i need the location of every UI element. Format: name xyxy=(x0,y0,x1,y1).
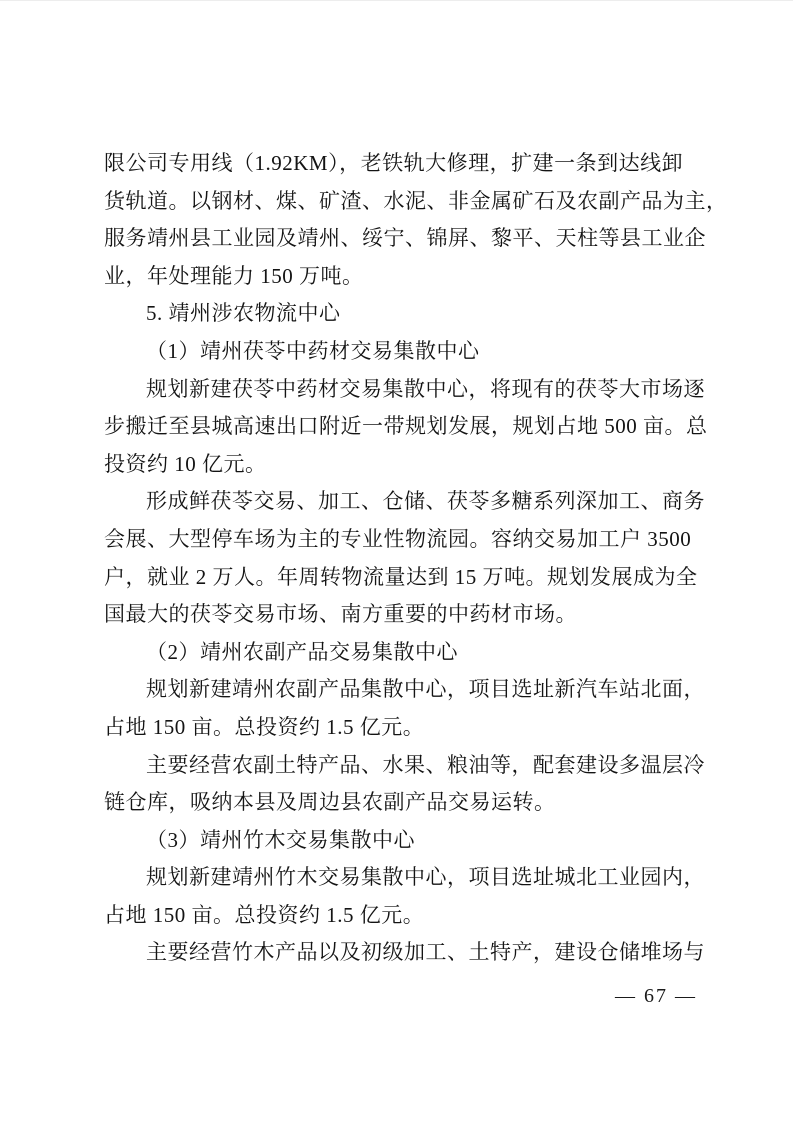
paragraph-subheading xyxy=(104,822,704,860)
text-line: 限公司专用线（1.92KM），老铁轨大修理，扩建一条到达线卸 xyxy=(104,151,684,175)
text-line: 会展、大型停车场为主的专业性物流园。容纳交易加工户 3500 xyxy=(104,526,692,551)
text-line: 规划新建茯苓中药材交易集散中心，将现有的茯苓大市场逐 xyxy=(146,376,705,401)
text-line: 形成鲜茯苓交易、加工、仓储、茯苓多糖系列深加工、商务 xyxy=(146,489,705,514)
paragraph-body xyxy=(104,859,704,934)
paragraph-body xyxy=(104,371,708,484)
text-line: 服务靖州县工业园及靖州、绥宁、锦屏、黎平、天柱等县工业企 xyxy=(104,226,706,251)
text-line: 投资约 10 亿元。 xyxy=(104,451,267,476)
text-line: 国最大的茯苓交易市场、南方重要的中药材市场。 xyxy=(104,602,577,627)
paragraph-body xyxy=(104,671,704,746)
text-line: 主要经营农副土特产品、水果、粮油等，配套建设多温层冷 xyxy=(146,752,705,777)
paragraph-body xyxy=(104,145,728,295)
text-line: 业，年处理能力 150 万吨。 xyxy=(104,263,364,288)
text-line: （3）靖州竹木交易集散中心 xyxy=(146,827,415,852)
text-line: 货轨道。以钢材、煤、矿渣、水泥、非金属矿石及农副产品为主， xyxy=(104,188,728,213)
paragraph-subheading xyxy=(104,333,704,371)
paragraph-subheading xyxy=(104,634,704,672)
text-line: 链仓库，吸纳本县及周边县农副产品交易运转。 xyxy=(104,790,556,815)
document-body xyxy=(104,145,728,972)
text-line: 步搬迁至县城高速出口附近一带规划发展，规划占地 500 亩。总 xyxy=(104,414,708,439)
text-line: 规划新建靖州农副产品集散中心，项目选址新汽车站北面， xyxy=(146,677,705,702)
paragraph-body xyxy=(104,483,704,633)
text-line: 占地 150 亩。总投资约 1.5 亿元。 xyxy=(104,714,425,739)
paragraph-body xyxy=(104,747,704,822)
paragraph-heading xyxy=(104,295,704,333)
page-number: — 67 — xyxy=(615,985,697,1007)
page-top-edge xyxy=(0,0,793,1)
text-line: 占地 150 亩。总投资约 1.5 亿元。 xyxy=(104,902,425,927)
text-line: 户，就业 2 万人。年周转物流量达到 15 万吨。规划发展成为全 xyxy=(104,564,698,589)
text-line: （2）靖州农副产品交易集散中心 xyxy=(146,639,458,664)
text-line: 规划新建靖州竹木交易集散中心，项目选址城北工业园内， xyxy=(146,865,705,890)
text-line: 主要经营竹木产品以及初级加工、土特产，建设仓储堆场与 xyxy=(146,940,705,965)
text-line: （1）靖州茯苓中药材交易集散中心 xyxy=(146,338,480,363)
text-line: 5. 靖州涉农物流中心 xyxy=(146,301,341,326)
paragraph-body xyxy=(104,934,704,972)
